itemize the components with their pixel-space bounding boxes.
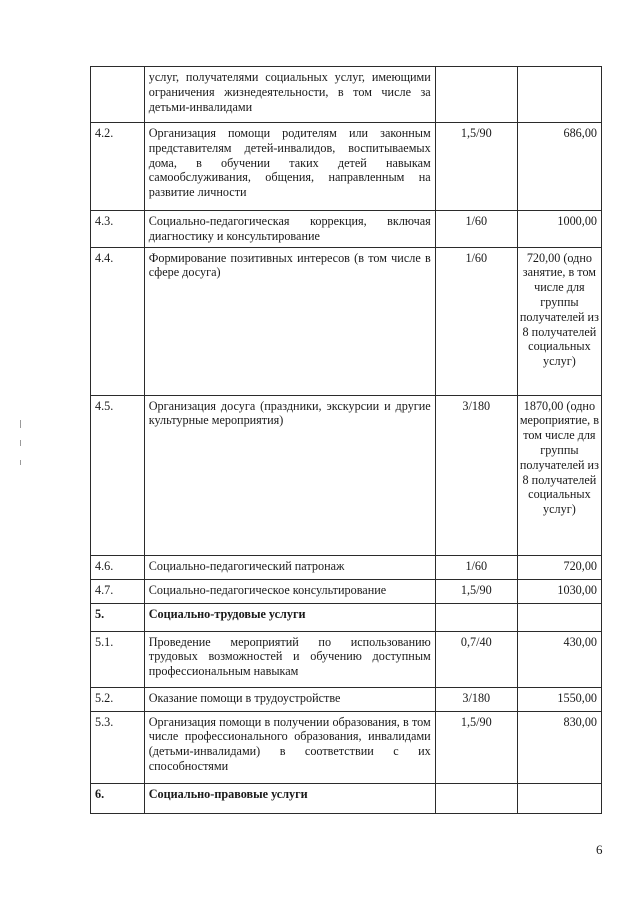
- row-number: 4.4.: [91, 247, 145, 395]
- service-price: 686,00: [517, 123, 601, 211]
- service-price: 1870,00 (одно мероприятие, в том числе для группы получателей из 8 получателей социальных услуг): [517, 395, 601, 555]
- table-row: [91, 631, 602, 687]
- service-price: 720,00 (одно занятие, в том числе для группы получателей из 8 получателей социальных услуг): [517, 247, 601, 395]
- service-price: 1000,00: [517, 211, 601, 248]
- service-name: Оказание помощи в трудоустройстве: [144, 687, 435, 711]
- section-row: [91, 783, 602, 813]
- services-table: [90, 66, 602, 814]
- service-name: Социально-педагогическая коррекция, включая диагностику и консультирование: [144, 211, 435, 248]
- service-price: [517, 603, 601, 631]
- time-norm: 3/180: [435, 687, 517, 711]
- scan-mark: [20, 440, 21, 446]
- time-norm: 1,5/90: [435, 579, 517, 603]
- service-name: Социально-правовые услуги: [144, 783, 435, 813]
- scan-mark: [20, 460, 21, 465]
- time-norm: [435, 783, 517, 813]
- time-norm: 1/60: [435, 211, 517, 248]
- table-row: [91, 123, 602, 211]
- table-row: [91, 67, 602, 123]
- table-row: [91, 687, 602, 711]
- row-number: 4.7.: [91, 579, 145, 603]
- table-row: [91, 247, 602, 395]
- time-norm: [435, 603, 517, 631]
- row-number: 4.5.: [91, 395, 145, 555]
- row-number: 5.2.: [91, 687, 145, 711]
- time-norm: 0,7/40: [435, 631, 517, 687]
- row-number: 5.3.: [91, 711, 145, 783]
- row-number: 5.: [91, 603, 145, 631]
- time-norm: 1/60: [435, 247, 517, 395]
- service-price: [517, 67, 601, 123]
- time-norm: 1,5/90: [435, 711, 517, 783]
- service-name: услуг, получателями социальных услуг, имеющими ограничения жизнедеятельности, в том числе за детьми-инвалидами: [144, 67, 435, 123]
- scan-mark: [20, 420, 21, 428]
- service-name: Социально-трудовые услуги: [144, 603, 435, 631]
- service-name: Организация помощи родителям или законным представителям детей-инвалидов, воспитываемых дома, в обучении таких детей навыкам самообслуживания, общения, направленным на развитие личности: [144, 123, 435, 211]
- service-price: 830,00: [517, 711, 601, 783]
- services-table-body: [91, 67, 602, 814]
- table-row: [91, 711, 602, 783]
- row-number: 4.6.: [91, 555, 145, 579]
- row-number: 4.3.: [91, 211, 145, 248]
- table-row: [91, 555, 602, 579]
- row-number: 6.: [91, 783, 145, 813]
- time-norm: 1/60: [435, 555, 517, 579]
- time-norm: [435, 67, 517, 123]
- service-price: 720,00: [517, 555, 601, 579]
- time-norm: 3/180: [435, 395, 517, 555]
- table-row: [91, 395, 602, 555]
- table-row: [91, 579, 602, 603]
- service-name: Организация досуга (праздники, экскурсии и другие культурные мероприятия): [144, 395, 435, 555]
- service-price: 1030,00: [517, 579, 601, 603]
- service-price: 1550,00: [517, 687, 601, 711]
- table-row: [91, 211, 602, 248]
- service-name: Проведение мероприятий по использованию трудовых возможностей и обучению доступным профессиональным навыкам: [144, 631, 435, 687]
- row-number: 5.1.: [91, 631, 145, 687]
- section-row: [91, 603, 602, 631]
- service-name: Социально-педагогическое консультирование: [144, 579, 435, 603]
- service-name: Организация помощи в получении образования, в том числе профессионального образования, инвалидами (детьми-инвалидами) в соответствии с их способностями: [144, 711, 435, 783]
- service-price: 430,00: [517, 631, 601, 687]
- page-number: 6: [596, 842, 603, 857]
- row-number: 4.2.: [91, 123, 145, 211]
- row-number: [91, 67, 145, 123]
- service-name: Социально-педагогический патронаж: [144, 555, 435, 579]
- time-norm: 1,5/90: [435, 123, 517, 211]
- service-name: Формирование позитивных интересов (в том числе в сфере досуга): [144, 247, 435, 395]
- service-price: [517, 783, 601, 813]
